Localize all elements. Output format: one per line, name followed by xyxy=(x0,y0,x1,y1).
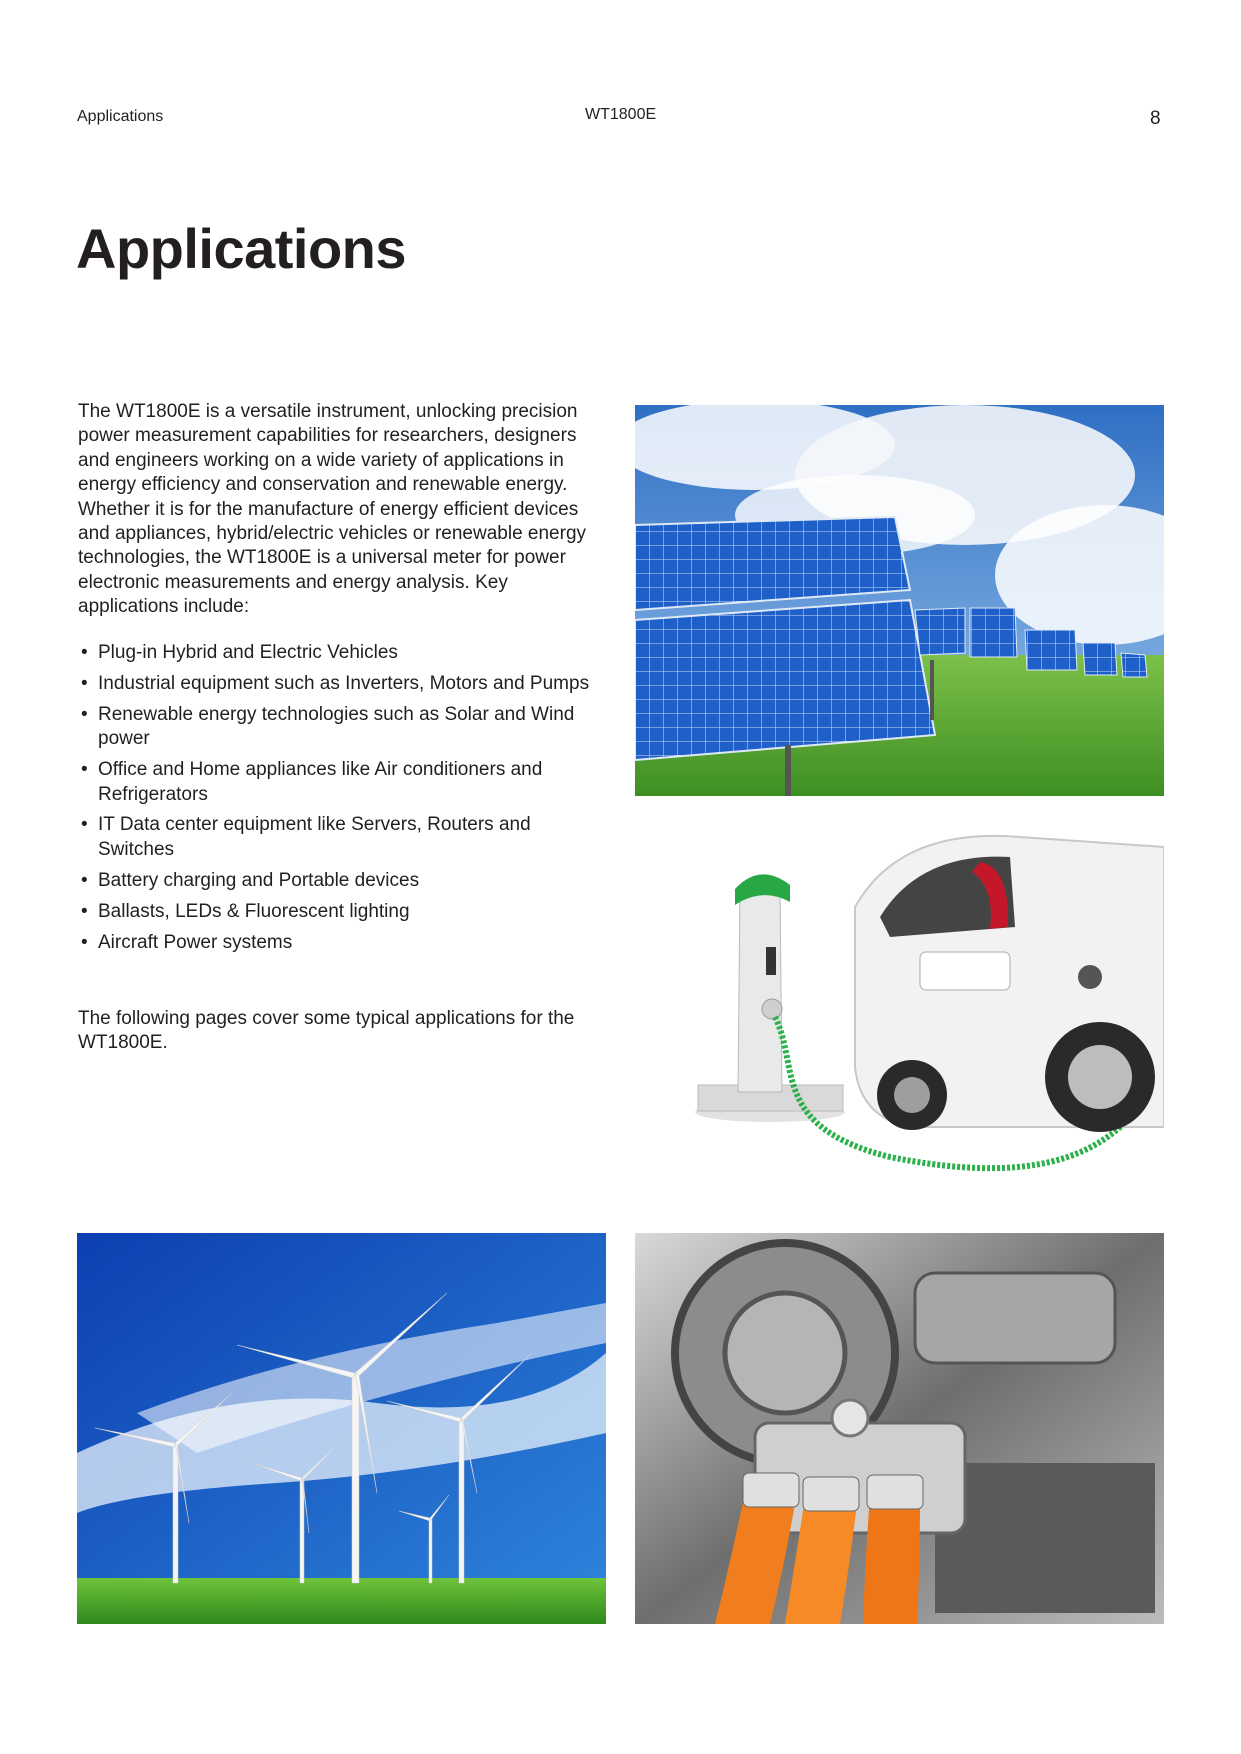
wind-turbines-photo xyxy=(77,1233,606,1624)
page-number: 8 xyxy=(1150,108,1161,129)
applications-list xyxy=(78,641,608,961)
engine-cables-photo xyxy=(635,1233,1164,1624)
page-title: Applications xyxy=(76,217,407,280)
list-item: • Aircraft Power systems xyxy=(78,931,608,955)
list-item: • Industrial equipment such as Inverters, Motors and Pumps xyxy=(78,672,608,696)
electric-vehicle-charging-photo xyxy=(690,827,1164,1187)
intro-paragraph: The WT1800E is a versatile instrument, unlocking precision power measurement capabilities for researchers, designers and engineers working on a wide variety of applications in energy efficiency and conservation and renewable energy. Whether it is for the manufacture of energy efficient devices and appliances, hybrid/electric vehicles or renewable energy technologies, the WT1800E is a universal meter for power electronic measurements and energy analysis. Key applications include: xyxy=(78,401,587,618)
running-header-product: WT1800E xyxy=(585,106,657,123)
running-header-section: Applications xyxy=(77,108,164,125)
list-item: • IT Data center equipment like Servers, Routers and Switches xyxy=(78,813,608,862)
solar-panels-photo xyxy=(635,405,1164,796)
list-item: • Renewable energy technologies such as Solar and Wind power xyxy=(78,703,608,752)
list-item: • Ballasts, LEDs & Fluorescent lighting xyxy=(78,900,608,924)
list-item: • Battery charging and Portable devices xyxy=(78,869,608,893)
list-item: • Plug-in Hybrid and Electric Vehicles xyxy=(78,641,608,665)
list-item: • Office and Home appliances like Air conditioners and Refrigerators xyxy=(78,758,608,807)
outro-paragraph: The following pages cover some typical applications for the WT1800E. xyxy=(78,1008,575,1054)
